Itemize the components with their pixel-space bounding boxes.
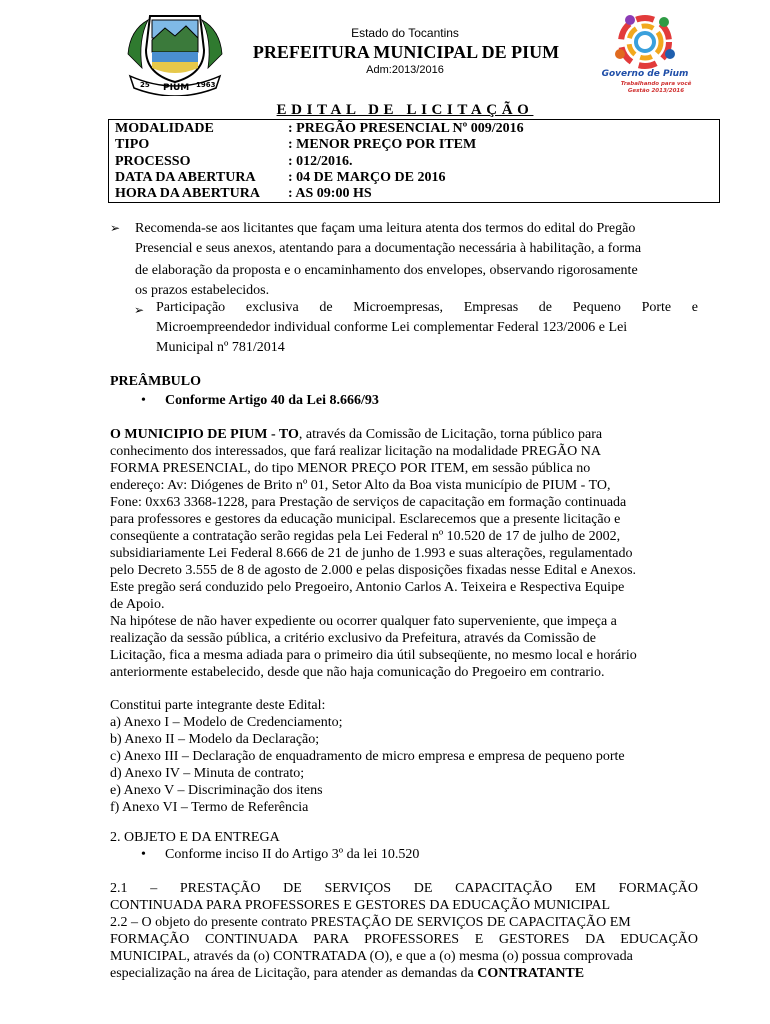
arrow-bullet-icon: ➢ bbox=[110, 221, 121, 235]
p22-line: MUNICIPAL, através da (o) CONTRATADA (O), e que a (o) mesma (o) possua comprovada bbox=[110, 949, 633, 964]
preambulo-line: Licitação, fica a mesma adiada para o primeiro dia útil subseqüente, no mesmo local e horário bbox=[110, 648, 637, 663]
edital-title: EDITAL DE LICITAÇÃO bbox=[276, 102, 534, 118]
preambulo-bullet: Conforme Artigo 40 da Lei 8.666/93 bbox=[165, 393, 379, 408]
preambulo-line: subsidiariamente Lei Federal 8.666 de 21 de junho de 1.993 e suas alterações, regulamentado bbox=[110, 546, 633, 561]
p21-line: 2.1 – PRESTAÇÃO DE SERVIÇOS DE CAPACITAÇÃO EM FORMAÇÃO bbox=[110, 881, 698, 896]
annexes-intro: Constitui parte integrante deste Edital: bbox=[110, 698, 326, 713]
annex-item: b) Anexo II – Modelo da Declaração; bbox=[110, 732, 320, 747]
municipal-seal bbox=[120, 10, 230, 96]
row-label: HORA DA ABERTURA bbox=[115, 186, 260, 201]
preambulo-lead: O MUNICIPIO DE PIUM - TO bbox=[110, 427, 299, 442]
gov-logo-name: Governo de Pium bbox=[601, 69, 689, 79]
p22-line: 2.2 – O objeto do presente contrato PRESTAÇÃO DE SERVIÇOS DE CAPACITAÇÃO EM bbox=[110, 915, 631, 930]
recommend-line: Presencial e seus anexos, atentando para a documentação necessária à habilitação, a forma bbox=[135, 241, 642, 256]
preambulo-line: O MUNICIPIO DE PIUM - TO, através da Comissão de Licitação, torna público para bbox=[110, 427, 603, 442]
seal-year-right: 1963 bbox=[196, 81, 216, 89]
gov-logo-tagline: Trabalhando para você bbox=[620, 81, 692, 87]
edital-summary-box bbox=[108, 119, 720, 203]
annex-item: d) Anexo IV – Minuta de contrato; bbox=[110, 766, 305, 781]
gov-logo-term: Gestão 2013/2016 bbox=[627, 88, 685, 94]
annex-item: c) Anexo III – Declaração de enquadramento de micro empresa e empresa de pequeno porte bbox=[110, 749, 625, 764]
contratante-bold: CONTRATANTE bbox=[477, 966, 585, 981]
preambulo-heading: PREÂMBULO bbox=[110, 374, 201, 389]
participation-line: Participação exclusiva de Microempresas, Empresas de Pequeno Porte e bbox=[156, 300, 698, 315]
preambulo-line: realização da sessão pública, a critério exclusivo da Prefeitura, através da Comissão de bbox=[110, 631, 596, 646]
preambulo-line: Este pregão será conduzido pelo Pregoeiro, Antonio Carlos A. Teixeira e Respectiva Equipe bbox=[110, 580, 625, 595]
section2-bullet: Conforme inciso II do Artigo 3º da lei 10.520 bbox=[165, 847, 420, 862]
p22-line: especialização na área de Licitação, para atender as demandas da CONTRATANTE bbox=[110, 966, 585, 981]
preambulo-line: conseqüente a contratação serão regidas pela Lei Federal nº 10.520 de 17 de julho de 2002, bbox=[110, 529, 621, 544]
row-value: : PREGÃO PRESENCIAL Nº 009/2016 bbox=[288, 121, 524, 136]
annex-item: f) Anexo VI – Termo de Referência bbox=[110, 800, 309, 815]
recommend-line: Recomenda-se aos licitantes que façam uma leitura atenta dos termos do edital do Pregão bbox=[135, 221, 636, 236]
p22-line: FORMAÇÃO CONTINUADA PARA PROFESSORES E GESTORES DA EDUCAÇÃO bbox=[110, 932, 698, 947]
bullet-dot-icon: • bbox=[141, 847, 146, 862]
row-label: TIPO bbox=[115, 137, 150, 152]
preambulo-line: Fone: 0xx63 3368-1228, para Prestação de serviços de capacitação em formação continuada bbox=[110, 495, 627, 510]
preambulo-line: para professores e gestores da educação municipal. Esclarecemos que a presente licitação e bbox=[110, 512, 621, 527]
bullet-dot-icon: • bbox=[141, 393, 146, 408]
preambulo-line: Na hipótese de não haver expediente ou ocorrer qualquer fato superveniente, que impeça a bbox=[110, 614, 617, 629]
header-title: PREFEITURA MUNICIPAL DE PIUM bbox=[252, 42, 560, 62]
row-value: : 012/2016. bbox=[288, 154, 353, 169]
government-logo bbox=[590, 6, 700, 98]
p21-line: CONTINUADA PARA PROFESSORES E GESTORES DA EDUCAÇÃO MUNICIPAL bbox=[110, 898, 611, 913]
annex-item: a) Anexo I – Modelo de Credenciamento; bbox=[110, 715, 343, 730]
recommend-line: os prazos estabelecidos. bbox=[135, 283, 270, 298]
row-label: DATA DA ABERTURA bbox=[115, 170, 256, 185]
preambulo-line: de Apoio. bbox=[110, 597, 165, 612]
recommend-line: de elaboração da proposta e o encaminhamento dos envelopes, observando rigorosamente bbox=[135, 263, 638, 278]
seal-text: PIUM bbox=[163, 83, 190, 93]
arrow-bullet-icon: ➢ bbox=[134, 303, 145, 317]
annex-item: e) Anexo V – Discriminação dos itens bbox=[110, 783, 323, 798]
row-value: : AS 09:00 HS bbox=[288, 186, 372, 201]
header-state: Estado do Tocantins bbox=[351, 26, 459, 40]
row-value: : 04 DE MARÇO DE 2016 bbox=[288, 170, 446, 185]
row-value: : MENOR PREÇO POR ITEM bbox=[288, 137, 477, 152]
section2-heading: 2. OBJETO E DA ENTREGA bbox=[110, 830, 280, 845]
participation-line: Municipal nº 781/2014 bbox=[156, 340, 285, 355]
preambulo-line: pelo Decreto 3.555 de 8 de agosto de 2.000 e pelas disposições fixadas nesse Edital e Anexos. bbox=[110, 563, 637, 578]
preambulo-line: anteriormente estabelecido, desde que não haja comunicação do Pregoeiro em contrario. bbox=[110, 665, 605, 680]
seal-year-left: 25 bbox=[140, 81, 150, 89]
row-label: MODALIDADE bbox=[115, 121, 214, 136]
row-label: PROCESSO bbox=[115, 154, 191, 169]
header-adm: Adm:2013/2016 bbox=[366, 64, 444, 76]
preambulo-line: conhecimento dos interessados, que fará realizar licitação na modalidade PREGÃO NA bbox=[110, 444, 601, 459]
preambulo-line: endereço: Av: Diógenes de Brito nº 01, Setor Alto da Boa vista município de PIUM - TO, bbox=[110, 478, 611, 493]
preambulo-line: FORMA PRESENCIAL, do tipo MENOR PREÇO POR ITEM, em sessão pública no bbox=[110, 461, 591, 476]
participation-line: Microempreendedor individual conforme Lei complementar Federal 123/2006 e Lei bbox=[156, 320, 628, 335]
